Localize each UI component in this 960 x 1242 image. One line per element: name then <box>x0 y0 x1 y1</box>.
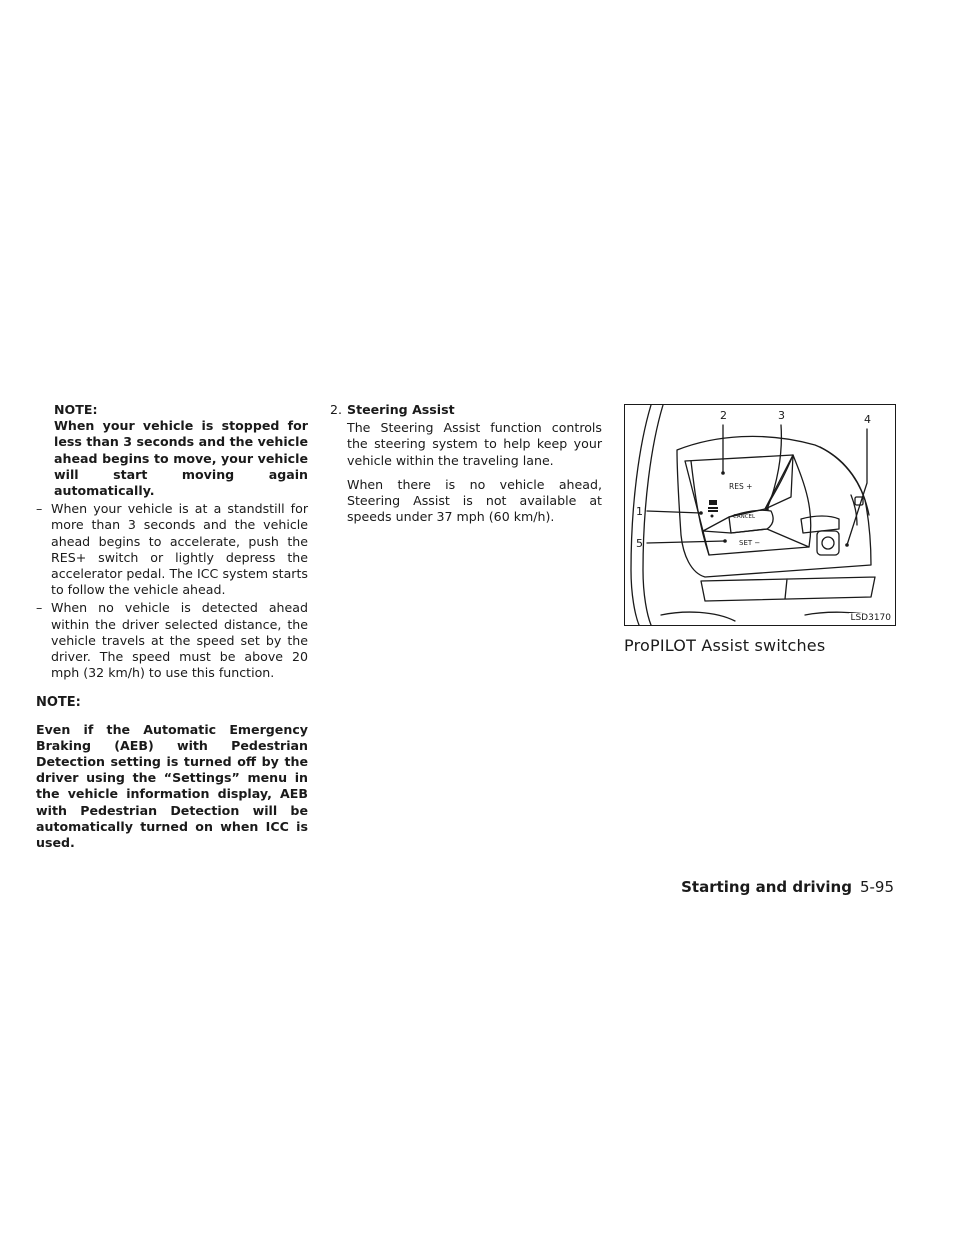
list-item <box>36 600 308 681</box>
callout-dot <box>845 543 849 547</box>
section-name: Starting and driving <box>681 878 852 896</box>
left-column <box>36 402 308 851</box>
figure-code: LSD3170 <box>850 613 891 623</box>
distance-icon-dot <box>711 515 714 518</box>
distance-icon-bar <box>708 507 718 509</box>
page-number: 5-95 <box>859 878 894 896</box>
list-item <box>36 501 308 598</box>
panel-edge <box>793 455 811 547</box>
note-title: NOTE: <box>36 695 81 711</box>
steering-wheel-switches-drawing <box>625 405 895 625</box>
lower-trim <box>701 577 875 601</box>
callout-4: 4 <box>864 413 871 426</box>
callout-2: 2 <box>720 409 727 422</box>
right-column <box>624 404 896 654</box>
callout-1: 1 <box>636 505 643 518</box>
lower-curve <box>661 612 735 621</box>
list-item-text: When your vehicle is at a standstill for more than 3 seconds and the vehicle ahead begins to accelerate, push the RES+ switch or lightly depress the accelerator pedal. The ICC system starts to follow the vehicle ahead. <box>51 501 308 598</box>
distance-icon-bar <box>708 510 718 512</box>
spoke-detail <box>851 495 857 525</box>
note-body: Even if the Automatic Emergency Braking (AEB) with Pedestrian Detection setting is turned off by the driver using the “Settings” menu in the vehicle information display, AEB with Pedestrian Detection will be automatically turned on when ICC is used. <box>36 721 308 851</box>
callout-line-4 <box>847 429 867 545</box>
dash-bullet: – <box>36 600 43 616</box>
callout-line-5 <box>647 541 725 543</box>
callout-dot <box>699 511 703 515</box>
list-item-text: When no vehicle is detected ahead within the driver selected distance, the vehicle travels at the speed set by the driver. The speed must be above 20 mph (32 km/h) to use this function. <box>51 600 308 681</box>
note-block <box>54 402 308 499</box>
callout-dot <box>765 507 769 511</box>
panel-edge <box>765 455 793 509</box>
callout-line-1 <box>647 511 701 513</box>
item-number: 2. <box>330 402 343 417</box>
cancel-label: CANCEL <box>733 514 756 520</box>
section-heading <box>330 402 602 418</box>
switch-illustration <box>624 404 896 626</box>
callout-5: 5 <box>636 537 643 550</box>
figure-caption: ProPILOT Assist switches <box>624 636 826 655</box>
set-label: SET − <box>739 539 761 547</box>
middle-column <box>330 402 602 533</box>
paragraph: When there is no vehicle ahead, Steering Assist is not available at speeds under 37 mph (60 km/h). <box>347 476 602 525</box>
distance-icon <box>709 500 717 505</box>
wheel-rim-line <box>643 405 663 625</box>
note-title: NOTE: <box>54 402 98 417</box>
note-body: When your vehicle is stopped for less than 3 seconds and the vehicle ahead begins to move, your vehicle will start moving again automatically. <box>54 418 308 499</box>
dash-bullet: – <box>36 501 43 517</box>
callout-dot <box>723 539 727 543</box>
res-label: RES + <box>729 482 753 491</box>
paragraph: The Steering Assist function controls the steering system to help keep your vehicle within the traveling lane. <box>347 420 602 468</box>
page-footer <box>681 878 894 896</box>
callout-dot <box>721 471 725 475</box>
propilot-button-ring <box>822 537 834 549</box>
spoke-outline <box>677 436 871 577</box>
item-title: Steering Assist <box>347 402 455 417</box>
propilot-button <box>817 531 839 555</box>
callout-3: 3 <box>778 409 785 422</box>
